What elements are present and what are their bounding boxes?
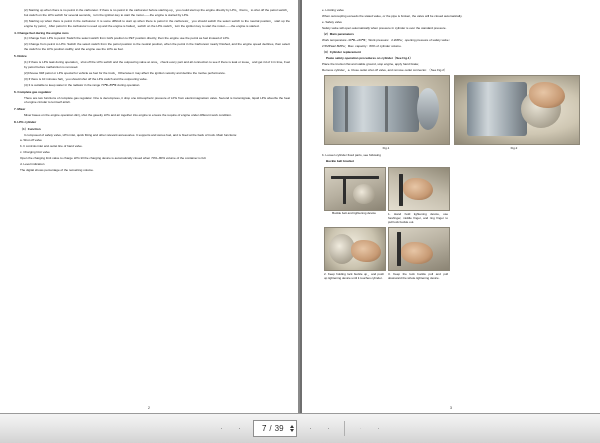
page-left: [0, 0, 298, 414]
photo-grid-row-1: [312, 167, 592, 225]
page-separator: /: [269, 424, 272, 433]
figure-row-top: [312, 75, 592, 145]
page-left-number: 2: [148, 406, 150, 410]
para-param-2: 2.5MPa≤2.8MPa；Max. capacity：80% of cylinder volume.: [322, 43, 402, 48]
two-page-view-button[interactable]: [354, 422, 367, 435]
para-gas-regulator: There are two functions of complete gas regulator. One is decompress, it drop one Atmospheric pressure of LPG from electromagnetism valve. Second is transmigrate, liquid LPG absorbs the heat of engine circular to let itself airish.: [24, 95, 290, 105]
para-replacement-1: Place the truckon flat and stable ground, stop engine, apply hand brake;: [322, 62, 420, 67]
para-starting-up: (2) Starting up when there is no petrol in the carburetor. If there is no petrol in the carburetor before starting-up，you could start up the engine directly by LPG，that is，to shut off the petrol switch，but switch on the LPG switch for several seconds，turn the ignition key to start the motor——the engine is started by LPG.: [24, 8, 290, 17]
para-fn-c-detail: Open the charging limit valve to charge LPG till the charging device is automatically closed when 70%~80% volume of the container is full.: [20, 156, 207, 161]
para-replacement-2: Remove cylinder，a. Close outlet shut off valve, and remove outlet connector. （See Fig.2）: [322, 68, 447, 73]
page-left-text-column: [10, 8, 290, 174]
photo-cell-step-2: [324, 227, 384, 281]
heading-buckle-belt: Buckle belt bracket: [326, 158, 354, 163]
para-notice-1: (1) If there is LPG leak during operation，shut off the LPG switch and the outpouring valve at once，check every part and all connection to see if there is leak or loose，and get rid of it in time, Fuel by petrol before malfunction is removed.: [24, 60, 290, 69]
photo-cell-step-1: [388, 167, 448, 225]
heading-cylinder-replacement: （3）Cylinder replacement: [322, 50, 361, 55]
photo-buckle-belt-caption: Buckle belt and tightening device: [332, 211, 376, 216]
photo-grid-row-2: [312, 227, 592, 281]
photo-step-1-caption: 1. Hand hold tightening device, use forefinger, middle finger, and ring finger to pull lock buckle out.: [388, 211, 448, 225]
viewer-toolbar: [0, 413, 600, 443]
para-notice-3: (3) If there is 10 minutes halt，you should shut off the LPG switch and the outpouring valve.: [24, 76, 148, 81]
chevron-up-icon[interactable]: [290, 425, 294, 428]
last-page-button[interactable]: [322, 422, 335, 435]
para-notice-4: (4) It is suitable to keep water in the radiator in the range 70℃~85℃ during operation.: [24, 82, 141, 87]
para-function: It composed of safety valve, LPG inlet, quick fitting and other relevant accessories. It supports and stores fuel, and is fixed at the back of truck. Main functions:: [24, 132, 238, 137]
first-page-button[interactable]: [215, 422, 228, 435]
figure-1: [324, 75, 450, 145]
para-safety-valve-title: e. Safety valve: [322, 19, 342, 24]
para-change-lpg-petrol: (1) Change from LPG to petrol: Switch the select switch from GAS position to PET position directly, then the engine use the petrol as fuel instead of LPG.: [24, 36, 230, 41]
para-limiting-valve-title: e. Limiting valve: [322, 8, 344, 12]
photo-cell-step-3: [388, 227, 448, 281]
para-param-1: Work temperature:-40℃~+60℃；Work pressure：2.2MPa；opening pressure of safety valve：: [322, 38, 452, 43]
photo-step-1: [388, 167, 450, 211]
para-starting-up-petrol: (3) Starting up when there is petrol in the carburetor. It is some difficult to start up when there is petrol in the carburetor，you should switch the select switch to the neutral position，start up the engine by petrol，After petrol in the carburetor is used up and the engine is halted，switch on the LPG switch，turn the ignition key to start the motor——the engine is started.: [24, 18, 290, 28]
para-replacement-title: Paste safety operation procedures on cylinder（See Fig.1）: [326, 56, 413, 61]
current-page-value: 7: [261, 424, 267, 433]
figure-2-caption: Fig.2: [510, 145, 518, 150]
previous-page-button[interactable]: [233, 422, 246, 435]
photo-cell-buckle-belt: [324, 167, 384, 225]
fit-page-button[interactable]: [372, 422, 385, 435]
para-fn-c: c. Charging limit valve: [20, 150, 50, 155]
figure-1-caption: Fig.1: [382, 145, 390, 150]
para-change-petrol-lpg: (2) Change from petrol to LPG: Switch the select switch from the petrol position to the neutral position, when the petrol in the Carburetor nearly finished, and the engine speed declines, then select the switch to the LPG position swiftly, and the engine use the LPG as fuel.: [24, 42, 290, 52]
para-fn-a: a. Shut off valve: [20, 138, 42, 143]
para-fn-b: b. It controls inlet and outlet line of hand valve.: [20, 144, 83, 149]
photo-buckle-belt: [324, 167, 386, 211]
page-stepper[interactable]: [290, 425, 294, 432]
para-fn-d: d. Level indication: [20, 162, 45, 167]
para-loosen-clamp: b. Loosen cylinder fixed parts, see following: [322, 152, 381, 157]
para-safety-valve: Safety valve will open automatically when pressure in cylinder is over the standard pressure.: [322, 25, 447, 30]
para-limiting-valve: When outcoupling exceeds the stated value, or the pipe is broken, the valve will be closed automatically.: [322, 13, 463, 18]
heading-function: （1）Function: [20, 126, 41, 131]
total-pages-value: 39: [274, 424, 284, 433]
figure-2: [454, 75, 580, 145]
photo-step-2: [324, 227, 386, 271]
next-page-button[interactable]: [304, 422, 317, 435]
figure-caption-row: [312, 145, 592, 150]
chevron-down-icon[interactable]: [290, 429, 294, 432]
heading-notice: 5. Notice: [14, 54, 27, 59]
heading-gas-regulator: 6. Complete gas regulator: [14, 89, 52, 94]
page-right-text-column: [312, 8, 592, 280]
para-notice-2: (2)Choose 93# petrol or LPG special for vehicle as fuel for the truck，Otherwise it may affect the ignition velocity and decline the motive performance.: [24, 70, 226, 75]
page-right: [302, 0, 600, 414]
para-fn-d-detail: The digital shows percentage of the remaining volume.: [20, 167, 94, 172]
heading-lpg-cylinder: 8. LPG cylinder: [14, 120, 37, 125]
heading-change-fuel: 4. Change fuel during the engine runs: [14, 30, 69, 35]
photo-step-3: [388, 227, 450, 271]
page-number-field[interactable]: [253, 420, 296, 437]
page-right-number: 3: [450, 406, 452, 410]
para-mixer: Mixer bases on the engine operation dircj, shut the gasetty LPG and air together into engine to ensure the require of engine under different work condition.: [24, 113, 232, 118]
toolbar-divider: [344, 421, 345, 436]
photo-step-2-caption: 2. Keep holding lock buckle up，and push up tightening device until it touches cylinder.: [324, 271, 384, 280]
heading-mixer: 7. Mixer: [14, 107, 26, 112]
heading-main-parameters: （2）Main parameters: [322, 32, 355, 37]
photo-step-3-caption: 3. Keep the lock buckle pull and pull downward the whole tightening device.: [388, 271, 448, 280]
